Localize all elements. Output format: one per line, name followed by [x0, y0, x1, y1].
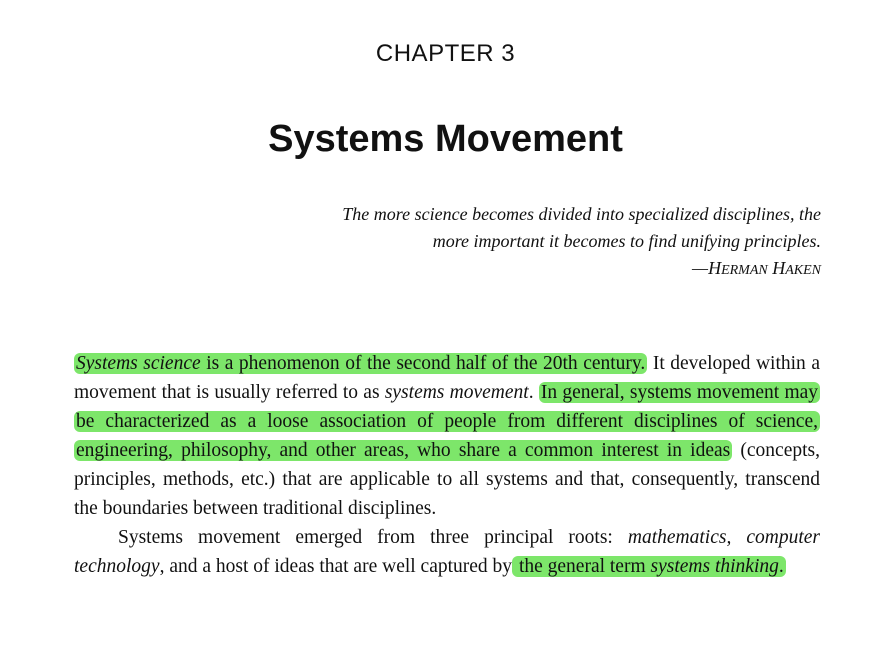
sentence-2a: It developed within a movement that is usually referred to as — [74, 353, 820, 403]
paragraph-2 — [74, 523, 820, 581]
author-dash: — — [692, 258, 709, 278]
highlight-3-end: . — [778, 556, 784, 577]
epigraph-author — [342, 255, 821, 284]
term-systems-thinking: systems thinking — [650, 556, 779, 577]
author-last-rest: AKEN — [785, 263, 821, 278]
sentence-1-rest: is a phenomenon of the second half of the 20th century. — [200, 353, 646, 374]
highlight-1 — [74, 353, 647, 374]
author-first-initial: H — [708, 258, 722, 278]
epigraph-line-1: The more science becomes divided into specialized disciplines, the — [342, 204, 821, 224]
highlight-3 — [512, 556, 786, 577]
term-roots: mathematics, computer technology — [74, 527, 821, 577]
para2-a: Systems movement emerged from three principal roots: — [118, 527, 628, 548]
body-text — [74, 349, 820, 581]
sentence-3-rest: (concepts, principles, methods, etc.) that are applicable to all systems and that, consequently, transcend the boundaries between traditional disciplines. — [74, 440, 820, 519]
chapter-label: CHAPTER 3 — [375, 40, 516, 67]
highlight-2: In general, systems movement may be characterized as a loose association of people from different disciplines of science, engineering, philosophy, and other areas, who share a common interest in ideas — [76, 382, 819, 461]
highlight-3-text: the general term — [514, 556, 651, 577]
epigraph-line-2: more important it becomes to find unifying principles. — [432, 231, 821, 251]
paragraph-1 — [74, 349, 820, 523]
author-first-rest: ERMAN — [721, 263, 768, 278]
epigraph — [342, 201, 821, 284]
para2-b: , and a host of ideas that are well captured by — [159, 556, 513, 577]
term-systems-science: Systems science — [76, 353, 201, 374]
author-last-initial: H — [772, 258, 786, 278]
sentence-2b: . — [528, 382, 534, 403]
term-systems-movement: systems movement — [384, 382, 529, 403]
chapter-title: Systems Movement — [268, 118, 623, 160]
